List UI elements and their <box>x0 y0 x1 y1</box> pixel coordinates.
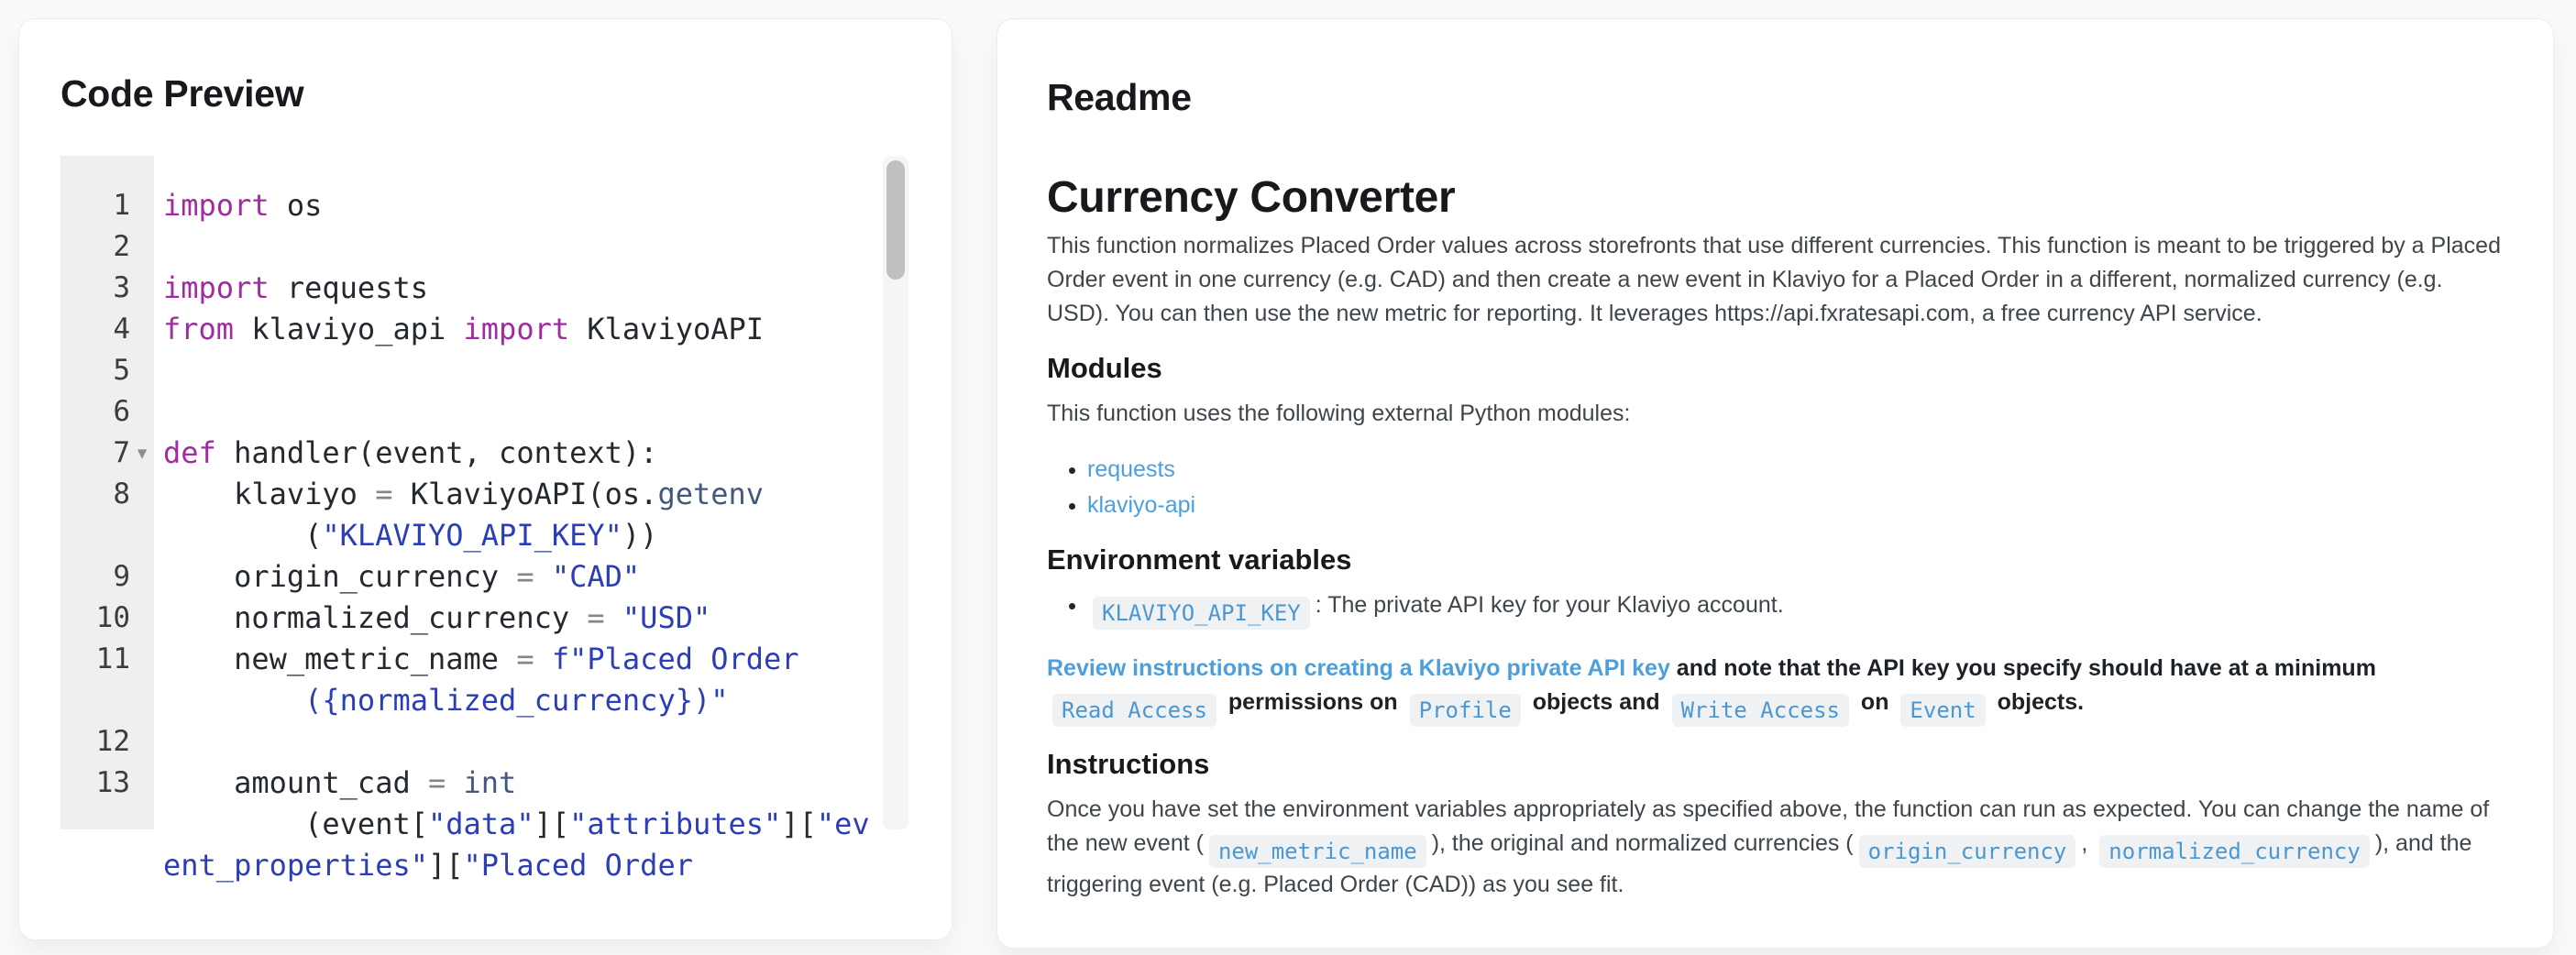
line-number: 5 <box>113 354 130 387</box>
text: Once you have set the environment variables appropriately as specified above, the function can run as expected. You can change the name of the new event ( <box>1047 796 2490 856</box>
gutter-row <box>61 680 154 721</box>
code-token: ][ <box>534 807 570 841</box>
code-token: os <box>269 188 323 223</box>
code-token: ( <box>163 518 323 553</box>
text: ), and the triggering event (e.g. Placed Order (CAD)) as you see fit. <box>1047 830 2472 897</box>
code-token: import <box>463 312 570 346</box>
code-line <box>163 680 879 721</box>
code-preview-panel <box>18 18 952 940</box>
scrollbar-thumb[interactable] <box>886 160 905 280</box>
line-number: 12 <box>95 725 130 758</box>
code-line <box>163 268 879 309</box>
fold-arrow-icon[interactable]: ▾ <box>137 443 148 464</box>
code-token: "ev <box>816 807 870 841</box>
paragraph <box>1047 397 2510 431</box>
code-token <box>534 559 552 594</box>
code-token: handler(event, context): <box>215 435 658 470</box>
code-line <box>163 350 879 391</box>
code-token: import <box>163 188 270 223</box>
gutter-row <box>61 845 154 886</box>
scrollbar-track[interactable] <box>883 156 908 829</box>
bullet-list <box>1047 453 2510 522</box>
gutter-row <box>61 391 154 433</box>
code-line <box>163 639 879 680</box>
gutter-row <box>61 433 154 474</box>
code-token <box>605 600 622 635</box>
bold-text: on <box>1854 689 1896 715</box>
list-item <box>1087 488 2510 522</box>
text: , <box>2081 830 2095 856</box>
code-line <box>163 721 879 763</box>
bold-text: objects. <box>1990 689 2085 715</box>
paragraph <box>1047 229 2510 331</box>
gutter-row <box>61 185 154 226</box>
code-token: = <box>516 559 534 594</box>
gutter-row <box>61 268 154 309</box>
code-chip: Event <box>1900 694 1985 727</box>
code-token: requests <box>269 270 428 305</box>
code-line <box>163 556 879 598</box>
gutter-row <box>61 598 154 639</box>
code-token: KlaviyoAPI <box>569 312 765 346</box>
line-number: 3 <box>113 271 130 304</box>
code-token: "data" <box>427 807 534 841</box>
code-editor[interactable] <box>61 156 908 883</box>
code-token: ent_properties" <box>163 848 428 883</box>
code-chip: KLAVIYO_API_KEY <box>1093 597 1310 630</box>
code-token: import <box>163 270 270 305</box>
line-number: 6 <box>113 395 130 428</box>
gutter-row <box>61 639 154 680</box>
code-token: "KLAVIYO_API_KEY" <box>322 518 622 553</box>
gutter-row <box>61 515 154 556</box>
code-token: ][ <box>427 848 464 883</box>
line-number: 8 <box>113 478 130 510</box>
code-preview-title: Code Preview <box>61 72 304 115</box>
code-chip: Profile <box>1410 694 1521 727</box>
code-line <box>163 515 879 556</box>
line-number: 2 <box>113 230 130 263</box>
link[interactable]: Review instructions on creating a Klaviyo private API key <box>1047 655 1670 681</box>
line-number: 13 <box>95 766 130 799</box>
gutter-row <box>61 474 154 515</box>
code-chip: new_metric_name <box>1209 835 1426 868</box>
code-line <box>163 474 879 515</box>
code-token: origin_currency <box>163 559 517 594</box>
paragraph <box>1047 652 2510 727</box>
code-line <box>163 185 879 226</box>
line-number: 11 <box>95 642 130 675</box>
line-number: 9 <box>113 560 130 593</box>
code-line <box>163 309 879 350</box>
line-number: 1 <box>113 189 130 222</box>
code-token: = <box>427 765 446 800</box>
text: This function normalizes Placed Order values across storefronts that use different currencies. This function is meant to be triggered by a Placed Order event in one currency (e.g. CAD) and then create a new event in Klaviyo for a Placed Order in a different, normalized currency (e.g. USD). You can then use the new metric for reporting. It leverages https://api.fxratesapi.com, a free currency API service. <box>1047 233 2501 326</box>
gutter-row <box>61 226 154 268</box>
code-chip: origin_currency <box>1859 835 2076 868</box>
code-token: f"Placed Order <box>551 642 799 676</box>
code-token: int <box>463 765 517 800</box>
text: ), the original and normalized currencies ( <box>1431 830 1854 856</box>
readme-content <box>1047 174 2510 924</box>
gutter-row <box>61 556 154 598</box>
code-chip: Write Access <box>1672 694 1849 727</box>
paragraph <box>1047 793 2510 902</box>
code-chip: normalized_currency <box>2099 835 2370 868</box>
list-item <box>1087 453 2510 487</box>
line-number: 10 <box>95 601 130 634</box>
bold-text: permissions on <box>1221 689 1404 715</box>
code-token: ({normalized_currency})" <box>304 683 729 718</box>
code-line <box>163 226 879 268</box>
code-token <box>446 765 463 800</box>
bold-text: and note that the API key you specify should have at a minimum <box>1669 655 2376 681</box>
code-token: "attributes" <box>569 807 782 841</box>
code-token <box>534 642 552 676</box>
line-number-gutter <box>61 156 154 829</box>
section-heading: Instructions <box>1047 748 1210 780</box>
code-token: from <box>163 312 235 346</box>
code-token: "Placed Order <box>463 848 693 883</box>
text: This function uses the following external Python modules: <box>1047 401 1631 426</box>
section-heading: Environment variables <box>1047 543 1352 576</box>
gutter-row <box>61 309 154 350</box>
line-number: 7 <box>113 436 130 469</box>
code-token: = <box>516 642 534 676</box>
section-heading: Modules <box>1047 352 1162 384</box>
code-token: "USD" <box>622 600 711 635</box>
code-line <box>163 763 879 804</box>
list-item <box>1087 588 2510 630</box>
readme-title: Readme <box>1047 76 1192 118</box>
code-token: ][ <box>781 807 817 841</box>
bold-text: objects and <box>1525 689 1667 715</box>
readme-panel <box>996 18 2554 949</box>
code-line <box>163 804 879 845</box>
gutter-row <box>61 350 154 391</box>
code-token <box>163 683 304 718</box>
code-token: KlaviyoAPI(os. <box>392 477 658 511</box>
gutter-row <box>61 804 154 845</box>
code-token: = <box>375 477 393 511</box>
gutter-row <box>61 721 154 763</box>
code-token: )) <box>622 518 658 553</box>
code-token: klaviyo_api <box>234 312 464 346</box>
code-token: = <box>587 600 605 635</box>
code-token: def <box>163 435 216 470</box>
code-line <box>163 391 879 433</box>
code-token: (event[ <box>163 807 428 841</box>
link[interactable]: klaviyo-api <box>1087 492 1196 518</box>
line-number: 4 <box>113 313 130 346</box>
code-token: klaviyo <box>163 477 376 511</box>
bullet-list <box>1047 588 2510 630</box>
code-token: new_metric_name <box>163 642 517 676</box>
code-token: amount_cad <box>163 765 428 800</box>
code-token: "CAD" <box>551 559 641 594</box>
text: : The private API key for your Klaviyo account. <box>1315 592 1784 618</box>
code-line <box>163 433 879 474</box>
code-chip: Read Access <box>1052 694 1216 727</box>
gutter-row <box>61 763 154 804</box>
code-content <box>154 156 879 883</box>
code-line <box>163 845 879 886</box>
section-heading: Currency Converter <box>1047 173 1456 222</box>
code-line <box>163 598 879 639</box>
link[interactable]: requests <box>1087 456 1175 482</box>
code-token: normalized_currency <box>163 600 588 635</box>
code-token: getenv <box>657 477 765 511</box>
